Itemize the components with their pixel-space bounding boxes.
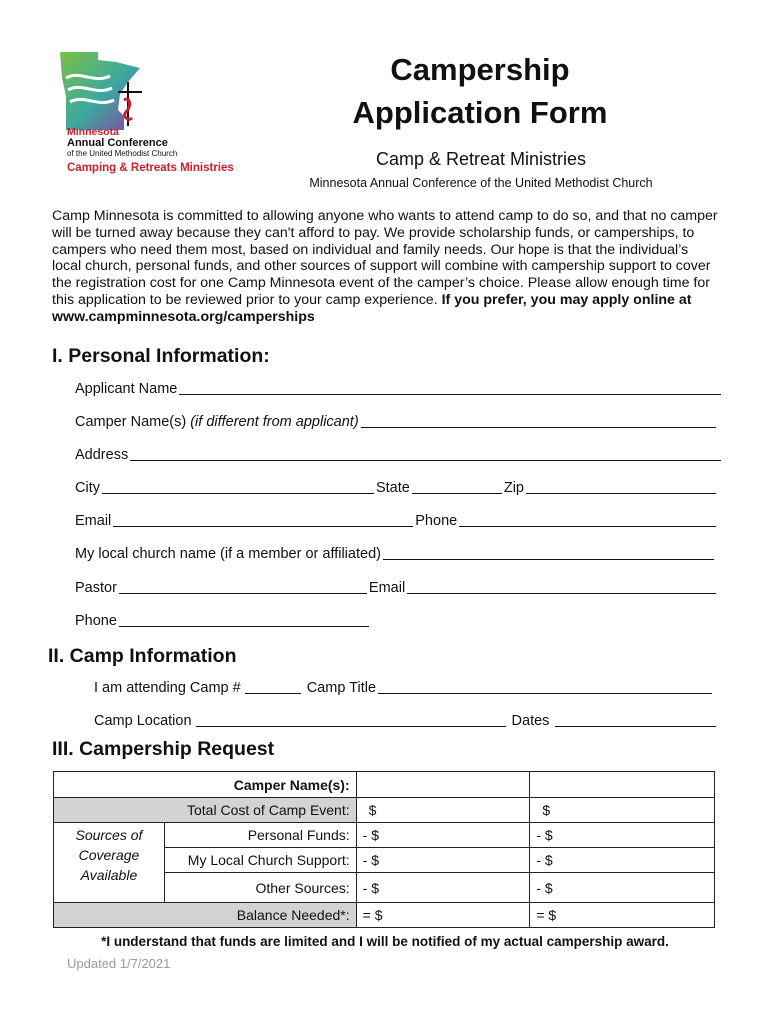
table-row-camper-names: [54, 772, 715, 798]
personal-funds-2-cell[interactable]: - $: [530, 823, 715, 848]
dates-field[interactable]: [555, 711, 716, 727]
state-field[interactable]: [412, 478, 502, 494]
address-field[interactable]: [130, 445, 721, 461]
pastor-field[interactable]: [119, 578, 367, 594]
state-label: State: [375, 480, 410, 496]
intro-paragraph: [52, 208, 720, 326]
pastor-phone-row: [75, 611, 371, 631]
table-row-personal-funds: [54, 823, 715, 848]
zip-label: Zip: [503, 480, 524, 496]
phone-label: Phone: [415, 513, 458, 529]
email-phone-row: [75, 511, 718, 531]
funds-limited-note: *I understand that funds are limited and I will be notified of my actual campership award.: [101, 934, 669, 949]
camper-names-label: Camper Name(s): [75, 414, 187, 430]
phone-field[interactable]: [459, 511, 716, 527]
intro-online-link[interactable]: If you prefer, you may apply online at www.campminnesota.org/camperships: [52, 291, 692, 325]
other-sources-1-cell[interactable]: - $: [356, 873, 530, 903]
balance-needed-2-cell[interactable]: = $: [530, 903, 715, 928]
logo-line-annual-conference: Annual Conference: [67, 137, 168, 150]
pastor-email-label: Email: [368, 580, 406, 596]
table-row-balance: [54, 903, 715, 928]
applicant-name-row: [75, 379, 723, 399]
email-label: Email: [75, 513, 112, 529]
camp-attending-row: [94, 678, 714, 698]
balance-needed-label: Balance Needed*:: [54, 903, 357, 928]
address-row: [75, 445, 723, 465]
campership-request-table: [53, 771, 715, 928]
church-support-1-cell[interactable]: - $: [356, 848, 530, 873]
title-line-1: Campership: [390, 52, 570, 87]
pastor-phone-label: Phone: [75, 613, 117, 629]
camp-title-label: Camp Title: [306, 680, 377, 696]
total-cost-1-cell[interactable]: $: [356, 798, 530, 823]
camper-names-field[interactable]: [361, 412, 716, 428]
camp-location-row: [94, 711, 718, 731]
page-title: [290, 48, 670, 134]
page-subtitle: Camp & Retreat Ministries: [375, 149, 587, 169]
pastor-label: Pastor: [75, 580, 117, 596]
organization-name: Minnesota Annual Conference of the United Methodist Church: [309, 176, 653, 190]
updated-date: Updated 1/7/2021: [67, 956, 171, 971]
title-line-2: Application Form: [352, 95, 608, 130]
camper-name-1-cell[interactable]: [356, 772, 530, 798]
logo-line-minnesota: Minnesota: [67, 126, 119, 138]
camp-number-label: I am attending Camp #: [94, 680, 241, 696]
balance-needed-1-cell[interactable]: = $: [356, 903, 530, 928]
other-sources-label: Other Sources:: [164, 873, 356, 903]
applicant-name-field[interactable]: [179, 379, 721, 395]
applicant-name-label: Applicant Name: [75, 381, 178, 397]
personal-funds-1-cell[interactable]: - $: [356, 823, 530, 848]
personal-funds-label: Personal Funds:: [164, 823, 356, 848]
other-sources-2-cell[interactable]: - $: [530, 873, 715, 903]
camp-location-label: Camp Location: [94, 713, 192, 729]
camp-number-field[interactable]: [245, 678, 301, 694]
city-state-zip-row: [75, 478, 718, 498]
zip-field[interactable]: [526, 478, 716, 494]
logo-line-umc: of the United Methodist Church: [67, 149, 178, 159]
email-field[interactable]: [113, 511, 413, 527]
sources-coverage-label: Sources of Coverage Available: [54, 823, 165, 903]
camper-names-cell-label: Camper Name(s):: [54, 772, 357, 798]
section-camp-heading: II. Camp Information: [48, 645, 237, 667]
total-cost-2-cell[interactable]: $: [530, 798, 715, 823]
address-label: Address: [75, 447, 129, 463]
pastor-phone-field[interactable]: [119, 611, 369, 627]
conference-logo: [58, 48, 258, 188]
camper-names-note: (if different from applicant): [190, 414, 359, 430]
total-cost-label: Total Cost of Camp Event:: [54, 798, 357, 823]
camp-location-field[interactable]: [196, 711, 506, 727]
intro-text: Camp Minnesota is committed to allowing anyone who wants to attend camp to do so, and that no camper will be turned away because they can't afford to pay. We provide scholarship funds, or camperships, to campers who need them most, based on individual and family needs. Our hope is that the individual’s local church, personal funds, and other sources of support will combine with campership support to cover the registration cost for one Camp Minnesota event of the camper’s choice. Please allow enough time for this application to be reviewed prior to your camp experience.: [52, 208, 718, 308]
church-row: [75, 544, 716, 564]
pastor-row: [75, 578, 718, 598]
church-support-2-cell[interactable]: - $: [530, 848, 715, 873]
camp-title-field[interactable]: [378, 678, 712, 694]
camper-names-row: [75, 412, 718, 432]
pastor-email-field[interactable]: [407, 578, 716, 594]
church-label: My local church name (if a member or affiliated): [75, 546, 381, 562]
section-personal-heading: I. Personal Information:: [52, 345, 270, 367]
table-row-total-cost: [54, 798, 715, 823]
logo-line-ministries: Camping & Retreats Ministries: [67, 161, 234, 174]
church-support-label: My Local Church Support:: [164, 848, 356, 873]
camper-name-2-cell[interactable]: [530, 772, 715, 798]
city-field[interactable]: [102, 478, 374, 494]
church-field[interactable]: [383, 544, 714, 560]
section-request-heading: III. Campership Request: [52, 738, 275, 760]
city-label: City: [75, 480, 100, 496]
dates-label: Dates: [511, 713, 550, 729]
